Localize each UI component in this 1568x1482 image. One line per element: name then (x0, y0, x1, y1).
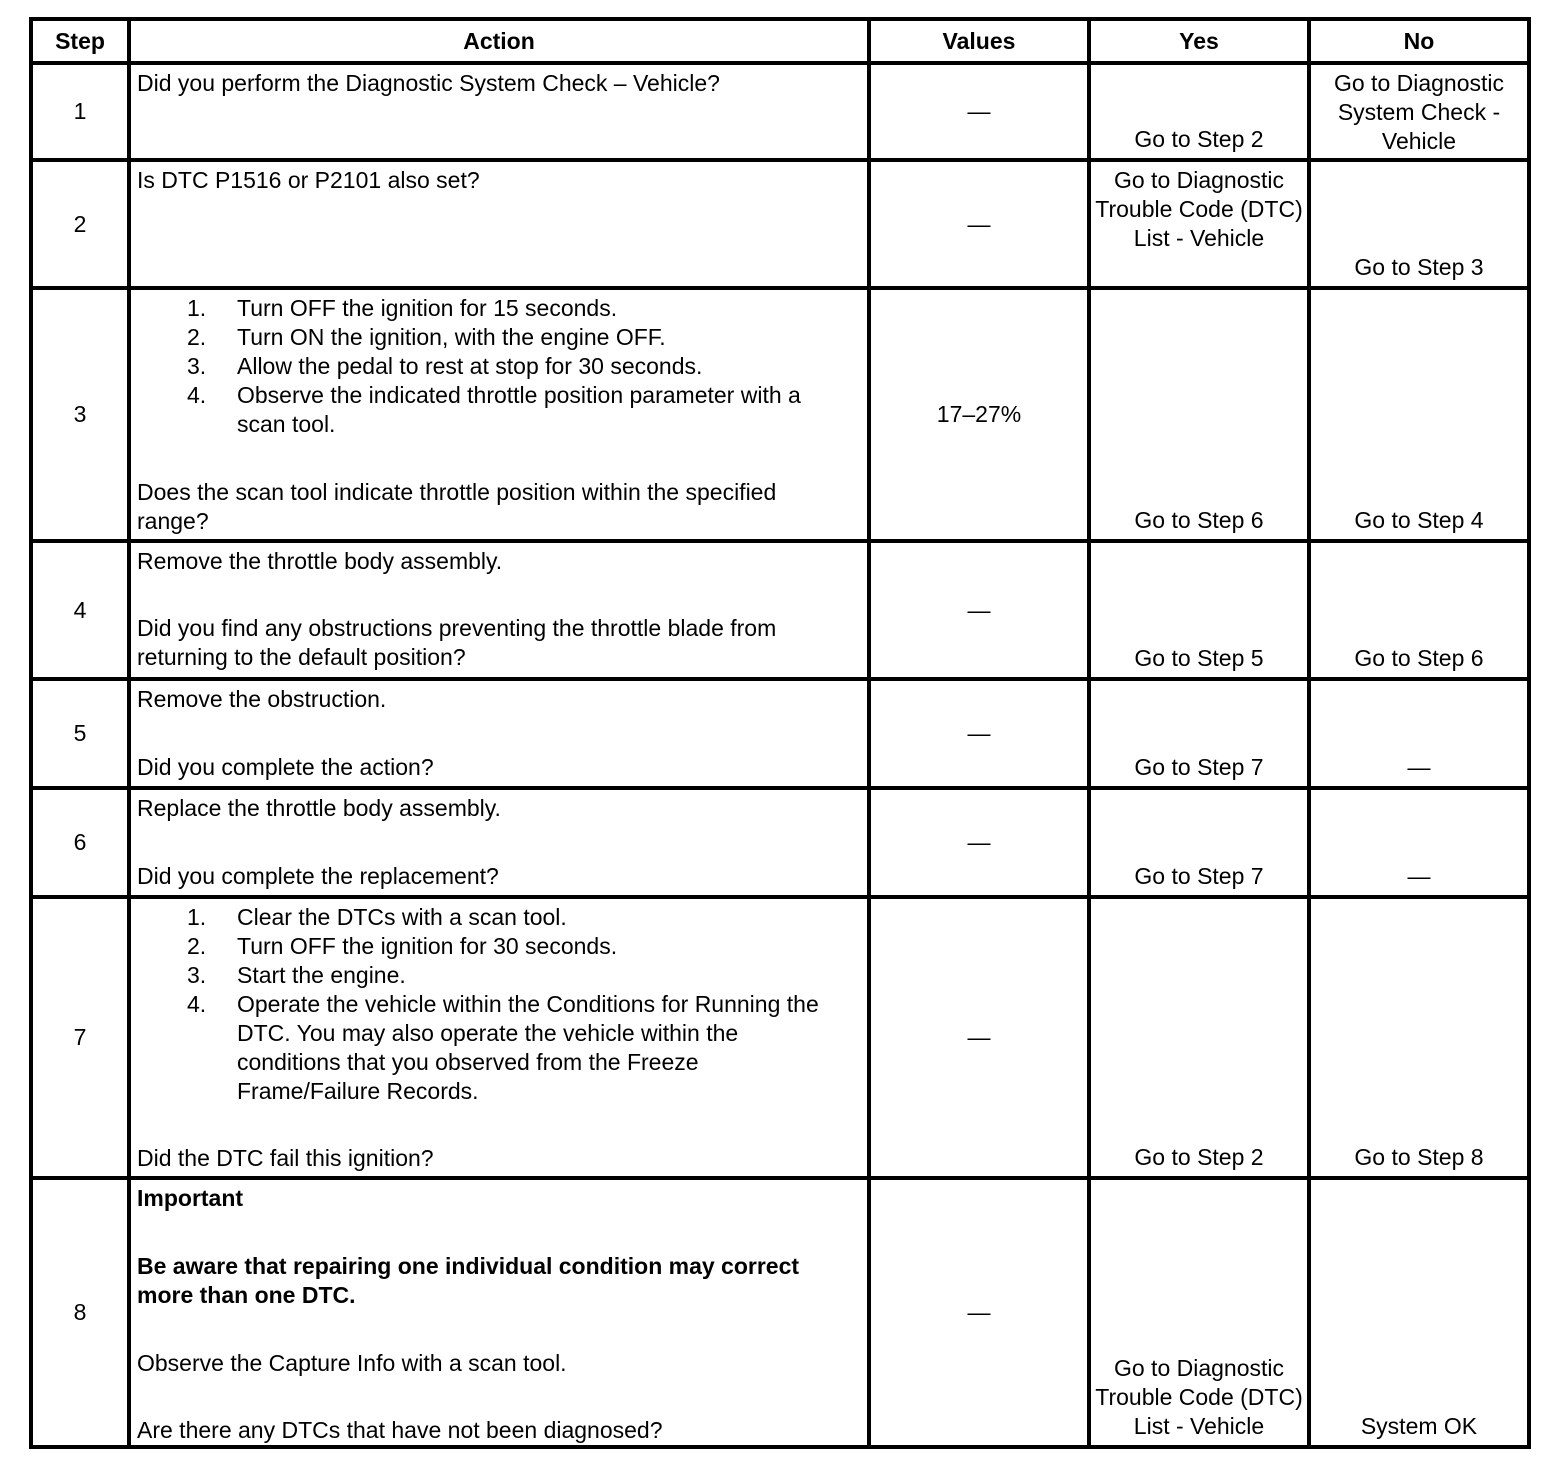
list-item (137, 352, 861, 381)
list-text: Turn OFF the ignition for 15 seconds. (237, 295, 618, 321)
important-label: Important (137, 1185, 244, 1211)
action-cell (131, 162, 867, 286)
procedure-list (137, 294, 861, 439)
list-item (137, 990, 861, 1106)
action-cell (131, 681, 867, 786)
list-item (137, 323, 861, 352)
action-cell (131, 290, 867, 539)
list-text: Operate the vehicle within the Conditions for Running the DTC. You may also operate the vehicle within the conditions that you observed from the Freeze Frame/Failure Records. (237, 991, 819, 1104)
header-no: No (1403, 27, 1435, 54)
step-number: 8 (73, 1299, 87, 1325)
yes-cell: Go to Diagnostic Trouble Code (DTC) List - Vehicle (1095, 1355, 1303, 1439)
list-item (137, 961, 861, 990)
list-text: Turn OFF the ignition for 30 seconds. (237, 933, 618, 959)
step-number: 1 (73, 98, 87, 124)
step-number: 5 (73, 720, 87, 746)
no-cell: Go to Step 8 (1354, 1144, 1484, 1170)
step-number: 4 (73, 596, 87, 623)
header-action: Action (463, 27, 535, 54)
list-item (137, 903, 861, 932)
value-cell: — (967, 98, 991, 124)
no-cell: Go to Step 6 (1354, 645, 1484, 671)
question-text: Did you find any obstructions preventing the throttle blade from returning to the default position? (137, 615, 777, 670)
question-text: Is DTC P1516 or P2101 also set? (137, 167, 480, 193)
value-cell: — (967, 829, 991, 855)
list-text: Clear the DTCs with a scan tool. (237, 904, 567, 930)
header-step: Step (55, 27, 105, 54)
value-cell: — (967, 210, 991, 237)
no-cell: — (1407, 863, 1431, 889)
question-text: Did you perform the Diagnostic System Check – Vehicle? (137, 70, 720, 96)
instruction-text: Observe the Capture Info with a scan tool. (137, 1350, 567, 1376)
list-item (137, 381, 861, 439)
no-cell: Go to Step 4 (1354, 507, 1484, 533)
yes-cell: Go to Step 2 (1134, 126, 1264, 152)
question-text: Does the scan tool indicate throttle position within the specified range? (137, 479, 777, 534)
step-number: 6 (73, 829, 87, 855)
action-cell (131, 65, 867, 158)
yes-cell: Go to Step 6 (1134, 507, 1264, 533)
list-number: 4. (187, 382, 207, 408)
value-cell: — (967, 720, 991, 746)
header-values: Values (942, 27, 1016, 54)
value-cell: — (967, 1024, 991, 1050)
diagnostic-table (29, 17, 1531, 1449)
list-number: 3. (187, 962, 207, 988)
list-text: Allow the pedal to rest at stop for 30 seconds. (237, 353, 703, 379)
list-item (137, 294, 861, 323)
list-number: 1. (187, 904, 207, 930)
list-number: 4. (187, 991, 207, 1017)
action-cell (131, 899, 867, 1176)
procedure-list (137, 903, 861, 1106)
value-cell: — (967, 596, 991, 623)
list-number: 2. (187, 324, 207, 350)
yes-cell: Go to Step 5 (1134, 645, 1264, 671)
list-text: Start the engine. (237, 962, 406, 988)
instruction-text: Remove the obstruction. (137, 686, 387, 712)
yes-cell: Go to Step 2 (1134, 1144, 1264, 1170)
question-text: Did the DTC fail this ignition? (137, 1145, 434, 1171)
question-text: Did you complete the action? (137, 754, 434, 780)
yes-cell: Go to Step 7 (1134, 863, 1264, 889)
no-cell: System OK (1360, 1413, 1478, 1439)
list-number: 2. (187, 933, 207, 959)
list-number: 1. (187, 295, 207, 321)
instruction-text: Replace the throttle body assembly. (137, 795, 501, 821)
header-yes: Yes (1179, 27, 1219, 54)
instruction-text: Remove the throttle body assembly. (137, 548, 503, 574)
yes-cell: Go to Diagnostic Trouble Code (DTC) List - Vehicle (1095, 167, 1303, 251)
action-cell (131, 543, 867, 677)
list-text: Turn ON the ignition, with the engine OFF. (237, 324, 666, 350)
yes-cell: Go to Step 7 (1134, 754, 1264, 780)
value-cell: — (967, 1299, 991, 1325)
list-text: Observe the indicated throttle position parameter with a scan tool. (237, 382, 801, 437)
step-number: 7 (73, 1024, 87, 1050)
question-text: Are there any DTCs that have not been diagnosed? (137, 1417, 663, 1443)
action-cell (131, 1180, 867, 1445)
step-number: 2 (73, 210, 87, 237)
value-cell: 17–27% (936, 401, 1022, 427)
question-text: Did you complete the replacement? (137, 863, 499, 889)
no-cell: Go to Diagnostic System Check - Vehicle (1333, 70, 1505, 154)
no-cell: Go to Step 3 (1354, 254, 1484, 280)
no-cell: — (1407, 754, 1431, 780)
important-text: Be aware that repairing one individual condition may correct more than one DTC. (137, 1253, 800, 1308)
list-item (137, 932, 861, 961)
step-number: 3 (73, 401, 87, 427)
action-cell (131, 790, 867, 895)
list-number: 3. (187, 353, 207, 379)
